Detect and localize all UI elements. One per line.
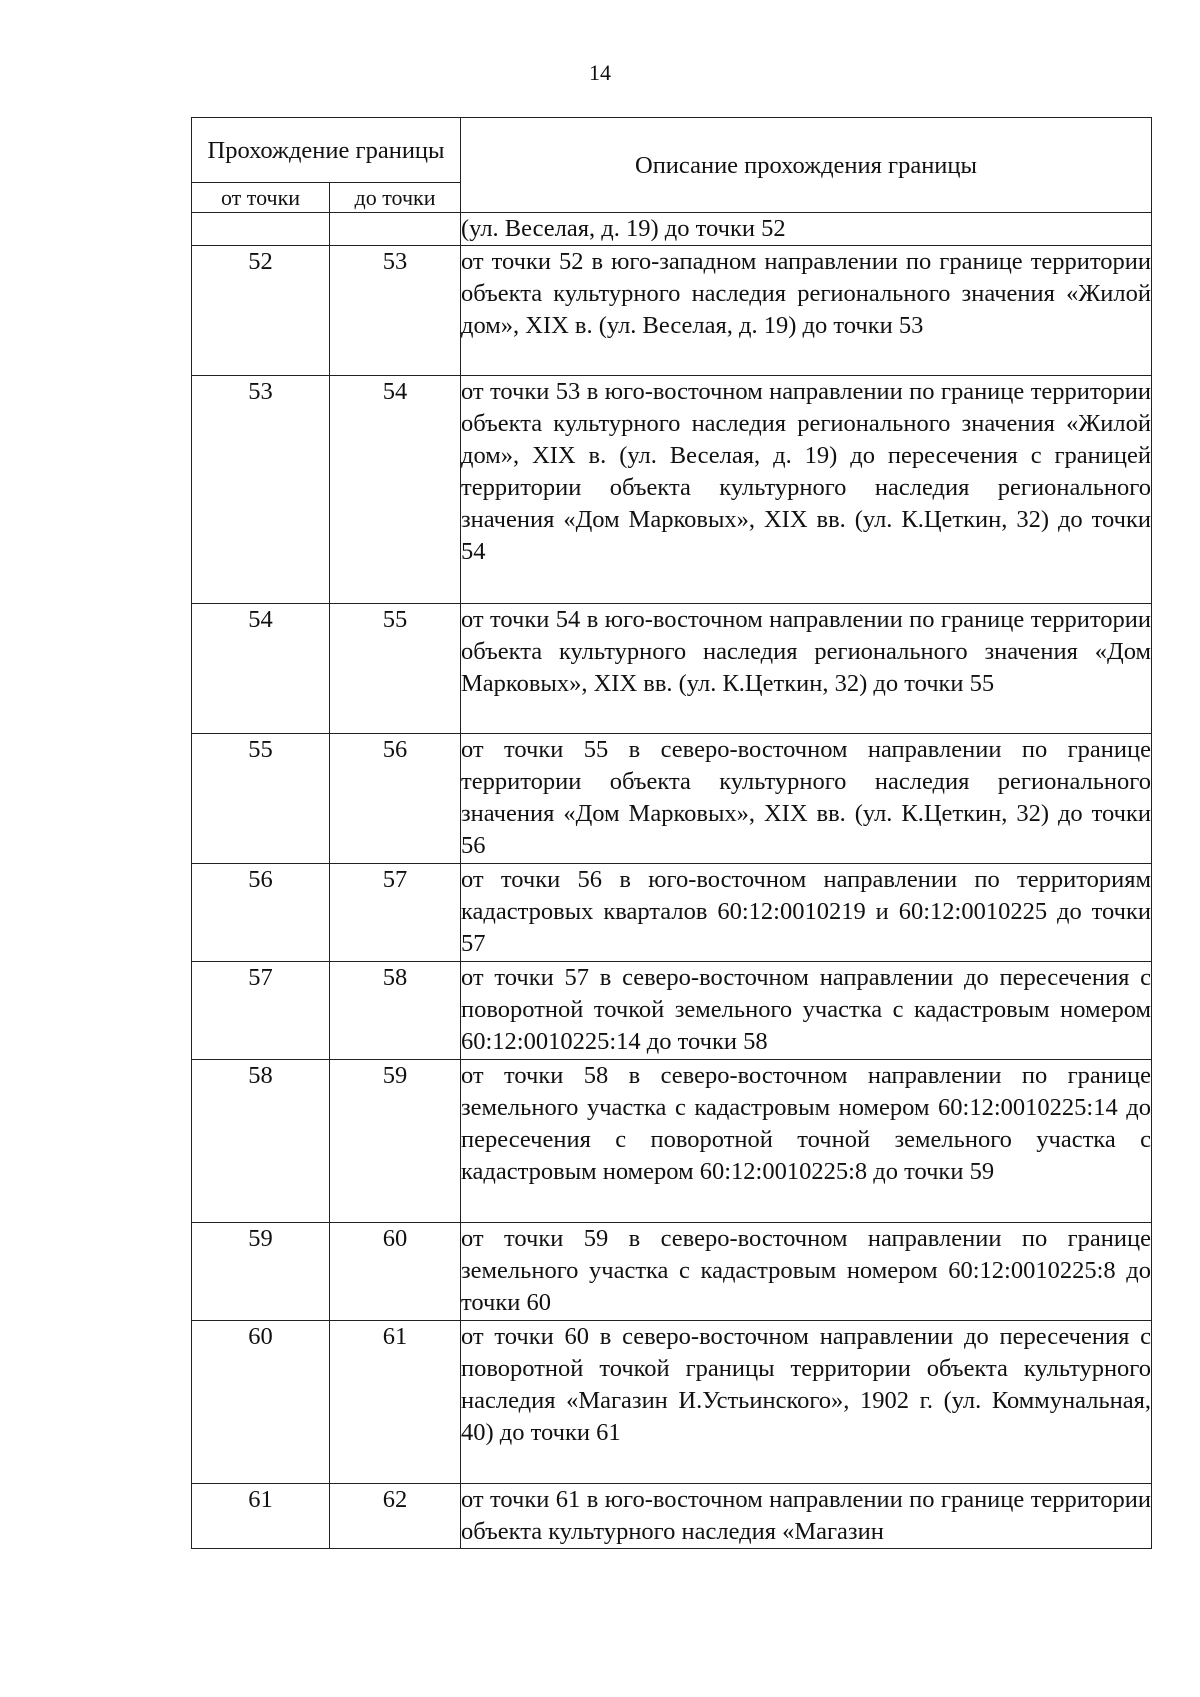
table-row [192, 213, 1152, 246]
table-row [192, 864, 1152, 962]
boundary-description: от точки 53 в юго-восточном направлении по границе территории объекта культурного наследия регионального значения «Жилой дом», XIX в. (ул. Веселая, д. 19) до пересечения с границей территории объекта культурного наследия регионального значения «Дом Марковых», XIX вв. (ул. К.Цеткин, 32) до точки 54 [461, 376, 1152, 604]
header-boundary-passage: Прохождение границы [192, 118, 461, 183]
to-point: 57 [330, 864, 461, 962]
from-point: 57 [192, 962, 330, 1060]
table-row [192, 962, 1152, 1060]
from-point: 55 [192, 734, 330, 864]
from-point: 59 [192, 1223, 330, 1321]
boundary-description: от точки 60 в северо-восточном направлении до пересечения с поворотной точкой границы территории объекта культурного наследия «Магазин И.Устьинского», 1902 г. (ул. Коммунальная, 40) до точки 61 [461, 1321, 1152, 1484]
boundary-description: от точки 54 в юго-восточном направлении по границе территории объекта культурного наследия регионального значения «Дом Марковых», XIX вв. (ул. К.Цеткин, 32) до точки 55 [461, 604, 1152, 734]
from-point [192, 213, 330, 246]
boundary-description: от точки 56 в юго-восточном направлении по территориям кадастровых кварталов 60:12:0010219 и 60:12:0010225 до точки 57 [461, 864, 1152, 962]
table-row [192, 1223, 1152, 1321]
to-point: 61 [330, 1321, 461, 1484]
from-point: 53 [192, 376, 330, 604]
table-row [192, 246, 1152, 376]
to-point [330, 213, 461, 246]
boundary-description: (ул. Веселая, д. 19) до точки 52 [461, 213, 1152, 246]
header-to-point: до точки [330, 183, 461, 213]
boundary-description: от точки 57 в северо-восточном направлении до пересечения с поворотной точкой земельного участка с кадастровым номером 60:12:0010225:14 до точки 58 [461, 962, 1152, 1060]
to-point: 60 [330, 1223, 461, 1321]
to-point: 58 [330, 962, 461, 1060]
header-from-point: от точки [192, 183, 330, 213]
boundary-description: от точки 52 в юго-западном направлении по границе территории объекта культурного наследия регионального значения «Жилой дом», XIX в. (ул. Веселая, д. 19) до точки 53 [461, 246, 1152, 376]
table-body [192, 213, 1152, 1549]
boundary-description: от точки 55 в северо-восточном направлении по границе территории объекта культурного наследия регионального значения «Дом Марковых», XIX вв. (ул. К.Цеткин, 32) до точки 56 [461, 734, 1152, 864]
from-point: 60 [192, 1321, 330, 1484]
to-point: 56 [330, 734, 461, 864]
from-point: 61 [192, 1484, 330, 1549]
to-point: 53 [330, 246, 461, 376]
to-point: 55 [330, 604, 461, 734]
table-row [192, 1321, 1152, 1484]
table-row [192, 1060, 1152, 1223]
table-row [192, 1484, 1152, 1549]
boundary-description: от точки 58 в северо-восточном направлении по границе земельного участка с кадастровым номером 60:12:0010225:14 до пересечения с поворотной точной земельного участка с кадастровым номером 60:12:0010225:8 до точки 59 [461, 1060, 1152, 1223]
table-row [192, 734, 1152, 864]
table-row [192, 604, 1152, 734]
table-row [192, 376, 1152, 604]
boundary-description: от точки 61 в юго-восточном направлении по границе территории объекта культурного наследия «Магазин [461, 1484, 1152, 1549]
from-point: 56 [192, 864, 330, 962]
from-point: 54 [192, 604, 330, 734]
boundary-table [191, 117, 1152, 1549]
to-point: 59 [330, 1060, 461, 1223]
boundary-description: от точки 59 в северо-восточном направлении по границе земельного участка с кадастровым номером 60:12:0010225:8 до точки 60 [461, 1223, 1152, 1321]
from-point: 58 [192, 1060, 330, 1223]
to-point: 62 [330, 1484, 461, 1549]
header-description: Описание прохождения границы [461, 118, 1152, 213]
page-number: 14 [589, 60, 611, 85]
to-point: 54 [330, 376, 461, 604]
from-point: 52 [192, 246, 330, 376]
